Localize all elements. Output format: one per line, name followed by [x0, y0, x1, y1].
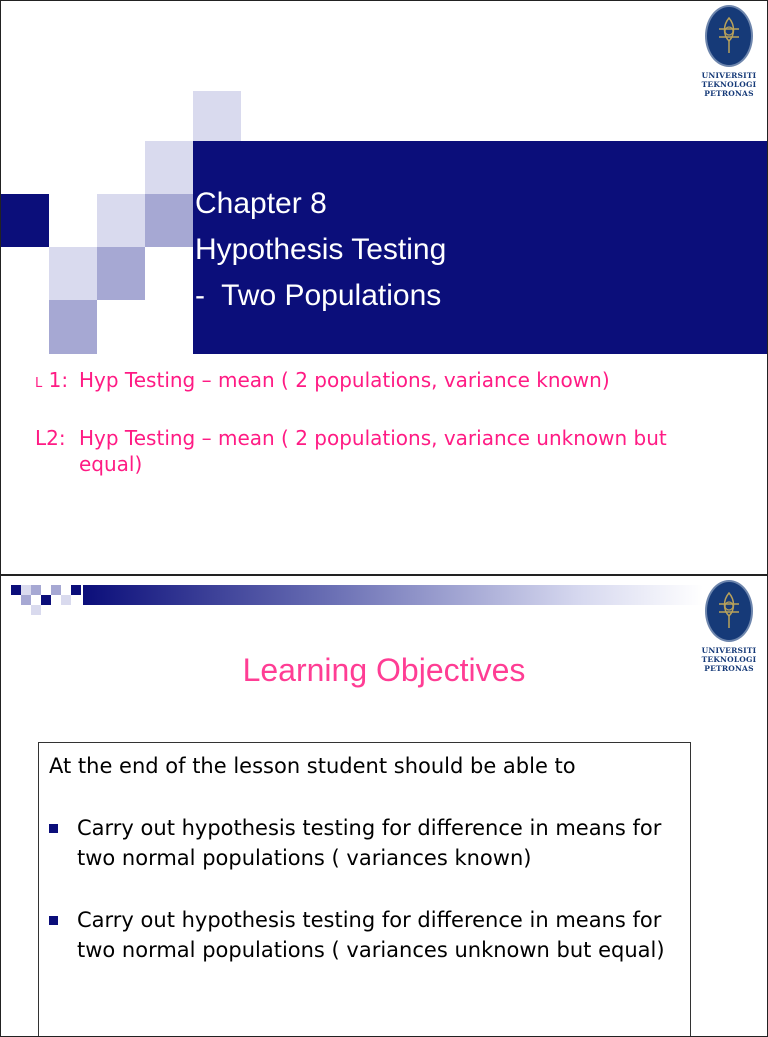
seal-icon — [705, 580, 753, 642]
square-bullet-icon — [49, 824, 58, 833]
deco-square — [71, 585, 81, 595]
deco-square — [31, 605, 41, 615]
deco-square — [21, 595, 31, 605]
deco-square — [41, 595, 51, 605]
university-logo — [695, 5, 763, 98]
lesson-list — [35, 367, 735, 509]
deco-square — [31, 585, 41, 595]
deco-square — [145, 194, 193, 247]
deco-square — [21, 585, 31, 595]
gradient-strip — [83, 585, 703, 605]
lesson-id: L2: — [35, 426, 66, 450]
deco-square — [49, 247, 97, 300]
title-line: Chapter 8 — [195, 187, 327, 220]
deco-square — [193, 91, 241, 141]
title-line: Hypothesis Testing — [195, 233, 447, 266]
objective-text: Carry out hypothesis testing for difference in means for two normal populations ( variances known) — [77, 816, 662, 870]
objectives-intro: At the end of the lesson student should be able to — [49, 754, 576, 778]
deco-square — [61, 595, 71, 605]
lesson-id: L 1: — [35, 368, 69, 392]
square-bullet-icon — [49, 916, 58, 925]
logo-text: UNIVERSITI TEKNOLOGI PETRONAS — [701, 71, 757, 98]
lesson-text: Hyp Testing – mean ( 2 populations, variance known) — [79, 368, 610, 392]
deco-square — [145, 141, 193, 194]
deco-square — [1, 194, 49, 247]
deco-square — [51, 585, 61, 595]
seal-icon — [705, 5, 753, 67]
objective-item — [49, 905, 680, 965]
objective-item — [49, 813, 680, 873]
lesson-text: Hyp Testing – mean ( 2 populations, variance unknown but equal) — [79, 426, 667, 476]
deco-square — [49, 300, 97, 354]
objective-text: Carry out hypothesis testing for difference in means for two normal populations ( variances unknown but equal) — [77, 908, 665, 962]
title-line: - Two Populations — [195, 279, 442, 312]
deco-square — [97, 247, 145, 300]
logo-text: UNIVERSITI TEKNOLOGI PETRONAS — [701, 646, 757, 673]
slide-title — [195, 181, 446, 319]
objectives-slide — [0, 575, 768, 1037]
deco-square — [97, 194, 145, 247]
slide-title: Learning Objectives — [242, 652, 526, 688]
objectives-box — [38, 742, 691, 1037]
lesson-item — [35, 367, 735, 393]
lesson-item — [35, 425, 735, 477]
deco-square — [11, 585, 21, 595]
